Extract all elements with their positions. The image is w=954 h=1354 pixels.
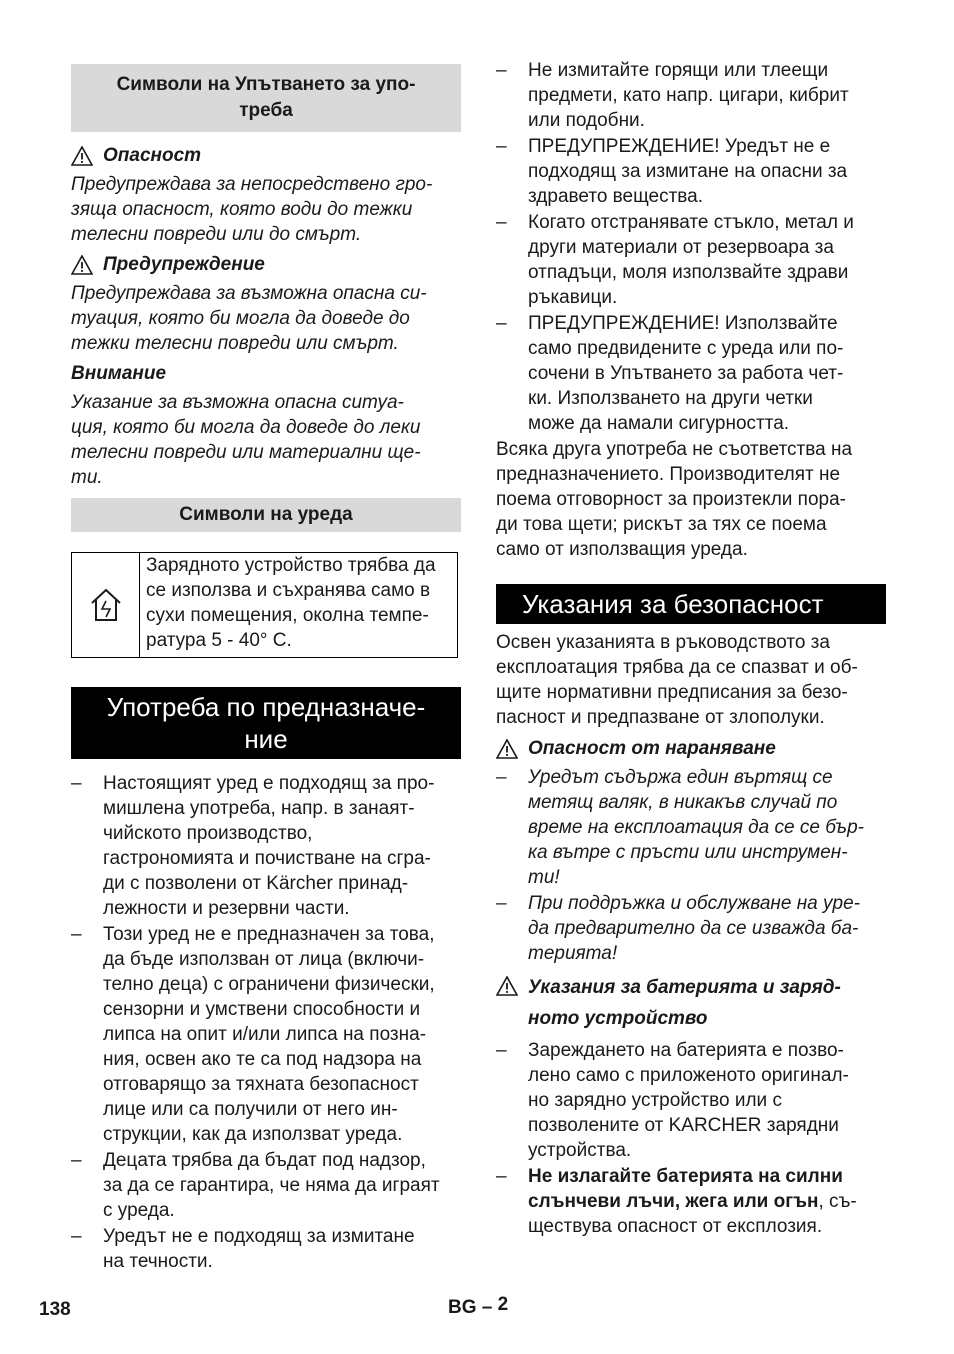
list-item: – Този уред не е предназначен за това, да бъде използван от лица (включи- телно деца) с ограничени физически, сензорни и умствени способности и липса на опит и/или липса на позна- ния, освен ако те са под надзора на отговарящо за тяхната безопасност лице или са получили от него ин- струкции, как да използват уреда.: [71, 922, 461, 1147]
indoor-use-house-icon: [72, 553, 140, 657]
device-symbol-text-line: ратура 5 - 40° C.: [146, 630, 292, 651]
warning-text: [71, 281, 461, 356]
warning-triangle-icon: [496, 739, 518, 759]
list-item: – ПРЕДУПРЕЖДЕНИЕ! Използвайте само предвидените с уреда или по- сочени в Упътването за работа чет- ки. Използването на други четки може да намали сигурността.: [496, 311, 886, 436]
warning-text-line: туация, която би могла да доведе до: [71, 308, 410, 329]
danger-title: [71, 143, 461, 168]
warning-text-line: Предупреждава за възможна опасна си-: [71, 283, 427, 304]
injury-danger-title-text: Опасност от нараняване: [528, 738, 776, 759]
danger-text-line: зяща опасност, която води до тежки: [71, 199, 413, 220]
other-use-paragraph: Всяка друга употреба не съответства на предназначението. Производителят не поема отговорност за произтекли пора- ди това щети; рискът за тях се поема само от използващия уреда.: [496, 439, 853, 560]
device-symbol-text: [140, 553, 457, 657]
symbols-manual-heading-line-1: Символи на Упътването за упо-: [116, 74, 416, 95]
list-item: – Уредът не е подходящ за измитане на течности.: [71, 1224, 461, 1274]
intended-use-heading-line: ние: [244, 724, 288, 754]
warning-triangle-icon: [71, 255, 93, 275]
right-column: [496, 58, 886, 1240]
injury-list: [496, 765, 886, 966]
warning-triangle-icon: [71, 146, 93, 166]
intended-use-list-right: [496, 58, 886, 436]
intended-use-heading-line: Употреба по предназначе-: [106, 692, 426, 722]
list-item: – Не измитайте горящи или тлеещи предмети, като напр. цигари, кибрит или подобни.: [496, 58, 886, 133]
danger-text-line: Предупреждава за непосредствено гро-: [71, 174, 433, 195]
intended-use-list-left: [71, 771, 461, 1274]
caution-text-line: Указание за възможна опасна ситуа-: [71, 392, 404, 413]
device-symbol-text-line: се използва и съхранява само в: [146, 580, 431, 601]
list-item: – Настоящият уред е подходящ за про- мишлена употреба, напр. в занаят- чийското производство, гастрономията и почистване на сгра- ди с позволени от Kärcher принад- лежности и резервни части.: [71, 771, 461, 921]
caution-text-line: ти.: [71, 467, 103, 488]
caution-text: [71, 390, 461, 490]
list-item: – ПРЕДУПРЕЖДЕНИЕ! Уредът не е подходящ за измитане на опасни за здравето вещества.: [496, 134, 886, 209]
battery-list: [496, 1038, 886, 1239]
caution-text-line: ция, която би могла да доведе до леки: [71, 417, 421, 438]
list-item: – Зареждането на батерията е позво- лено само с приложеното оригинал- но зарядно устройство или с позволените от KARCHER зарядни устройства.: [496, 1038, 886, 1163]
injury-danger-title: [496, 736, 886, 761]
danger-text-line: телесни повреди или до смърт.: [71, 224, 362, 245]
device-symbol-text-line: Зарядното устройство трябва да: [146, 555, 436, 576]
warning-title: [71, 252, 461, 277]
page-number: 138: [39, 1299, 71, 1320]
list-item: – Уредът съдържа един въртящ се метящ валяк, в никакъв случай по време на експлоатация да се се бър- ка вътре с пръсти или инструмен- ти!: [496, 765, 886, 890]
warning-title-text: Предупреждение: [103, 254, 265, 275]
danger-text: [71, 172, 461, 247]
device-symbols-heading: Символи на уреда: [71, 498, 461, 532]
list-item: – Децата трябва да бъдат под надзор, за да се гарантира, че няма да играят с уреда.: [71, 1148, 461, 1223]
battery-title-text: Указания за батерията и заряд- ното устройство: [528, 977, 841, 1029]
battery-title: [496, 972, 886, 1034]
device-symbol-table: [71, 552, 458, 658]
symbols-manual-heading-line-2: треба: [239, 100, 293, 121]
caution-text-line: телесни повреди или материални ще-: [71, 442, 421, 463]
device-symbol-text-line: сухи помещения, околна темпе-: [146, 605, 429, 626]
left-column: [71, 58, 461, 1275]
warning-triangle-icon: [496, 976, 518, 996]
warning-text-line: тежки телесни повреди или смърт.: [71, 333, 399, 354]
list-item: – Когато отстранявате стъкло, метал и други материали от резервоара за отпадъци, моля използвайте здрави ръкавици.: [496, 210, 886, 310]
intended-use-heading: [71, 687, 461, 759]
symbols-manual-heading: [71, 64, 461, 132]
caution-title: Внимание: [71, 363, 167, 384]
safety-heading: Указания за безопасност: [496, 584, 886, 624]
safety-intro-paragraph: Освен указанията в ръководството за експлоатация трябва да се спазват и об- щите нормативни предписания за безо- пасност и предпазване от злополуки.: [496, 632, 858, 728]
list-item: – При поддръжка и обслужване на уре- да предварително да се изважда ба- терията!: [496, 891, 886, 966]
page-language-footer: BG – 2: [448, 1294, 509, 1318]
danger-title-text: Опасност: [103, 145, 202, 166]
list-item: – Не излагайте батерията на силни слънчеви лъчи, жега или огън, съ- ществува опасност от експлозия.: [496, 1164, 886, 1239]
